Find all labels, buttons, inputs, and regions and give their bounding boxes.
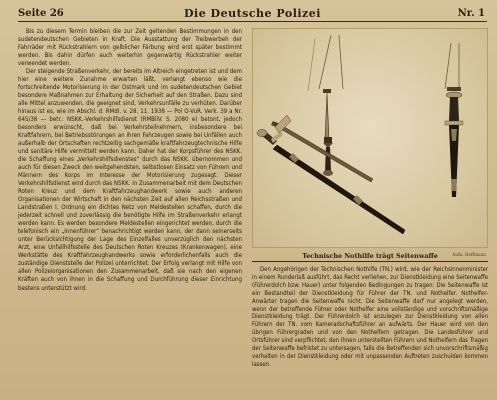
hanging-dagger-right xyxy=(445,43,463,197)
left-paragraph-2: Der steigende Straßenverkehr, der bereits im Altreich eingetreten ist und dem hier eine weitere Zunahme erwarten läßt, verlangt ebenso wie die fortschreitende Motorisierung in der Ostmark und im sudetendeutschen Gebiet besondere Maßnahmen zur Erhaltung der Sicherheit auf den Straßen. Dazu sind alle Mittel anzuwenden, die geeignet sind, Verkehrsunfälle zu verhüten. Darüber hinaus ist es, wie im Abschl. d. RMdI. v. 28. 11. 1938 — Pol O-VuR. Verk. 39 a Nr. 645/38 — betr.: NSKK.-Verkehrshilfsdienst (RMBliV. S. 2080 e) betont, jedoch besonders erwünscht, daß bei Verkehrsteilnehmern, insbesondere bei Kraftfahrern, bei Betriebsstörungen an ihren Fahrzeugen sowie bei Unfällen auch außerhalb der Ortschaften rechtzeitig sachgemäße kraftfahrzeugtechnische Hilfe und sanitäre Hilfe vermittelt werden kann. Daher hat der Korpsführer des NSKK. die Schaffung eines „Verkehrshilfsdienstes“ durch das NSKK. übernommen und auch für diesen Zweck den weitgehendsten, selbstlosen Einsatz von Führern und Männern des Korps im Interesse der Motorisierung zugesagt. Dieser Verkehrshilfsdienst wird durch das NSKK. in Zusammenarbeit mit dem Deutschen Roten Kreuz und dem Kraftfahrzeughandwerk sowie auch anderen Organisationen der Wirtschaft in den nächsten Zeit auf allen Reichsstraßen und Landstraßen I. Ordnung ein dichtes Netz von Meldestellen schaffen, durch die jederzeit schnell und zuverlässig die benötigte Hilfe im Straßenverkehr erlangt werden kann. Es werden besondere Meldestellen eingerichtet werden, durch die telefonisch ein „Innenführer“ benachrichtigt werden kann, der dann seinerseits unter Berücksichtigung der Lage des Einzelfalles unverzüglich den nächsten Arzt, eine Unfallhilfsstelle des Deutschen Roten Kreuzes (Krankenwagen), eine Werkstätte des Kraftfahrzeughandwerks sowie erforderlichenfalls auch die zuständige Dienststelle der Polizei unterrichtet. Der Erfolg verlangt mit Hilfe von allen Polizeiorganisationen den Zusammenarbeit, daß sie nach den eigenen Kräften auch von ihnen in die Schaffung und Durchführung dieser Einrichtung bestens unterstützt wird. xyxy=(18,68,242,292)
photo-credit: Aufn. Hoffmann xyxy=(452,252,486,257)
dagger-photograph xyxy=(252,28,488,248)
left-paragraph-1: Bis zu diesem Termin bleiben die zur Zeit geltenden Bestimmungen in den sudetendeutschen Gebieten in Kraft. Die Ausstattung der Treibwerbeh der Fahrräder mit Rückstrahlern von gelblicher Färbung wird erst später bestimmt werden. Bis dahin dürfen auch weiterhin gegenwärtig Rückstrahler weiter verwendet werden. xyxy=(18,28,242,68)
right-column xyxy=(252,28,488,394)
page-header xyxy=(18,6,487,22)
right-paragraph-1: Den Angehörigen der Technischen Nothilfe (TN.) wird, wie der Reichsinnenminister in einem Runderlaß ausführt, das Recht verliehen, zur Dienstkleidung eine Seitenwaffe (Führerdolch bzw. Hauer) unter folgenden Bedingungen zu tragen: Die Seitenwaffe ist ein Bestandteil der Dienstkleidung für Führer der TN. und Nothelfer. Nothelfer-Anwärter tragen die Seitenwaffe nicht. Die Seitenwaffe darf nur angelegt werden, wenn der betreffende Führer oder Nothelfer eine vollständige und vorschriftsmäßige Dienstkleidung trägt. Der Führerdolch ist anzulegen zur Dienstkleidung von allen Führern der TN. vom Kameradschaftsführer an aufwärts. Der Hauer wird von den übrigen Führergraden und von den Nothelfern getragen. Die Landesführer und Ortsführer sind verpflichtet, den ihnen unterstellten Führern und Nothelfern das Tragen der Seitenwaffe befristet zu untersagen, falls die Betreffenden sich unvorschriftsmäßig verhalten in der Dienstkleidung oder mit unpassenden Auftreten zuschulden kommen lassen. xyxy=(252,266,488,368)
upper-diagonal-dagger xyxy=(271,115,373,182)
left-column xyxy=(18,28,242,394)
page-number: Seite 26 xyxy=(18,8,64,19)
figure-caption: Technische Nothilfe trägt Seitenwaffe xyxy=(252,252,488,262)
daggers-illustration xyxy=(253,29,488,248)
publication-title: Die Deutsche Polizei xyxy=(184,7,321,20)
diagonal-dagger xyxy=(257,130,405,235)
right-article-text xyxy=(252,266,488,390)
issue-number: Nr. 1 xyxy=(457,8,485,19)
